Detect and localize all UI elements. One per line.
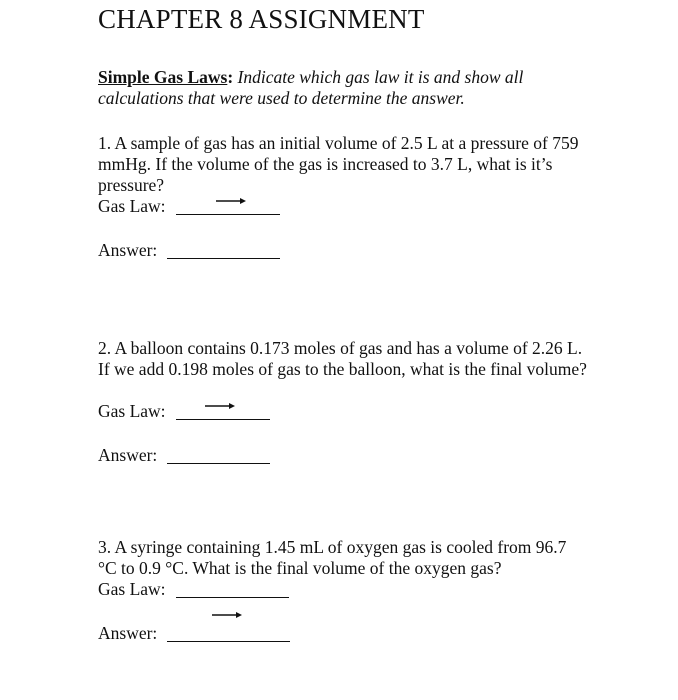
arrow-icon [216,197,246,205]
question-2-gas-law-field[interactable] [176,419,270,420]
question-1-number: 1. [98,133,112,153]
question-1-gas-law-label: Gas Law: [98,196,166,216]
question-3-answer-label: Answer: [98,623,158,643]
question-2-gas-law-label: Gas Law: [98,401,166,421]
question-2 [98,338,588,380]
page-title: CHAPTER 8 ASSIGNMENT [98,4,425,34]
arrow-icon [205,402,235,410]
question-2-text: A balloon contains 0.173 moles of gas and has a volume of 2.26 L. If we add 0.198 moles of gas to the balloon, what is the final volume? [98,338,587,379]
instructions-text: Indicate which gas law it is and show all calculations that were used to determine the answer. [98,67,524,108]
instructions-paragraph [98,67,578,109]
question-3-number: 3. [98,537,112,557]
question-3 [98,537,588,579]
section-heading-colon: : [227,67,234,87]
question-1 [98,133,588,196]
arrow-icon [212,611,242,619]
question-2-number: 2. [98,338,112,358]
question-1-answer-field[interactable] [167,258,280,259]
question-3-gas-law-label: Gas Law: [98,579,166,599]
question-2-answer-field[interactable] [167,463,270,464]
section-heading: Simple Gas Laws [98,67,228,87]
question-1-answer-label: Answer: [98,240,158,260]
question-1-gas-law-field[interactable] [176,214,280,215]
question-3-text: A syringe containing 1.45 mL of oxygen gas is cooled from 96.7 °C to 0.9 °C. What is the final volume of the oxygen gas? [98,537,567,578]
question-1-text: A sample of gas has an initial volume of 2.5 L at a pressure of 759 mmHg. If the volume of the gas is increased to 3.7 L, what is it’s pressure? [98,133,579,195]
question-2-answer-label: Answer: [98,445,158,465]
question-3-gas-law-field[interactable] [176,597,289,598]
question-3-answer-field[interactable] [167,641,290,642]
